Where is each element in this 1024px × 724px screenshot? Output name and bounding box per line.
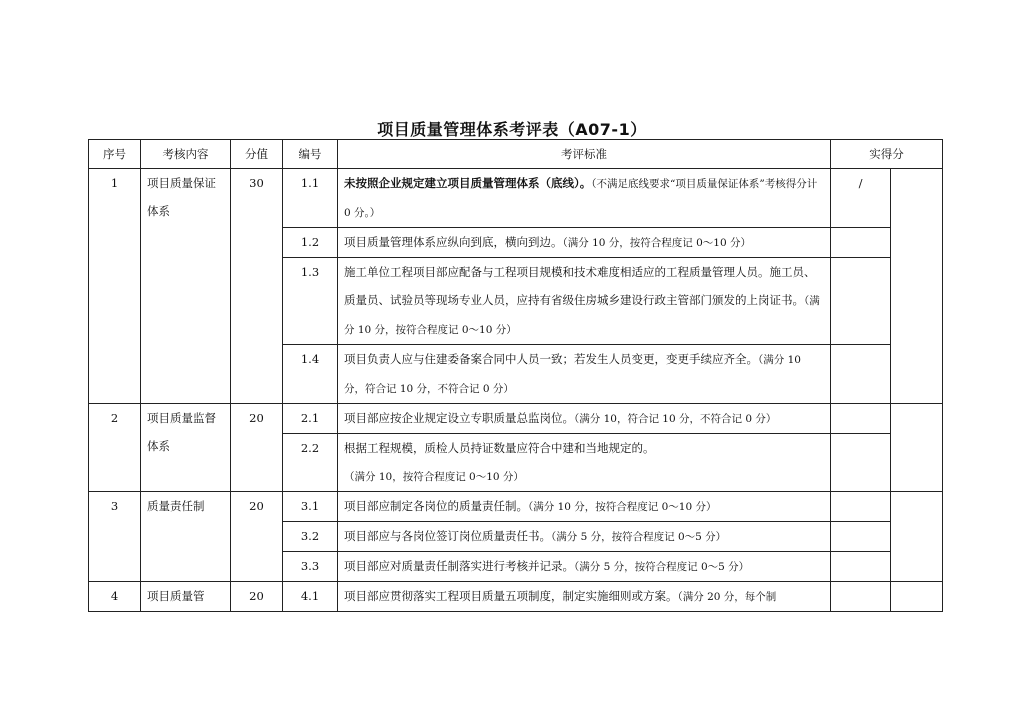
header-content: 考核内容 [141,140,231,169]
item-standard [338,404,831,434]
score-spacer [891,169,943,404]
group-points: 20 [231,582,283,612]
item-code: 3.1 [283,492,338,522]
group-content: 项目质量监督体系 [141,404,231,492]
item-standard-main: 项目部应贯彻落实工程项目质量五项制度，制定实施细则或方案。 [344,589,678,603]
item-standard-note: （满分 10 分，按符合程度记 0～10 分） [344,295,820,336]
item-standard [338,345,831,404]
group-content: 项目质量保证体系 [141,169,231,404]
evaluation-table [88,139,943,612]
group-content: 质量责任制 [141,492,231,582]
item-score[interactable] [831,258,891,345]
group-points: 20 [231,404,283,492]
header-seq: 序号 [89,140,141,169]
item-standard-note: （满分 10，符合记 10 分，不符合记 0 分） [574,413,777,425]
item-standard-note: （不满足底线要求“项目质量保证体系”考核得分计 0 分。） [344,178,818,219]
item-standard-note: （满分 10 分，按符合程度记 0～10 分） [562,237,752,249]
header-code: 编号 [283,140,338,169]
table-header-row [89,140,943,169]
item-standard [338,492,831,522]
group-content: 项目质量管 [141,582,231,612]
item-standard-main: 项目部应与各岗位签订岗位质量责任书。 [344,529,551,543]
item-standard-main: 施工单位工程项目部应配备与工程项目规模和技术难度相适应的工程质量管理人员。施工员、质量员、试验员等现场专业人员，应持有省级住房城乡建设行政主管部门颁发的上岗证书。 [344,265,816,307]
item-score[interactable] [831,345,891,404]
item-standard-main: 根据工程规模，质检人员持证数量应符合中建和当地规定的。 [344,441,655,455]
table-row [89,404,943,434]
header-points: 分值 [231,140,283,169]
group-points: 30 [231,169,283,404]
item-standard [338,169,831,228]
table-row [89,169,943,228]
item-code: 1.3 [283,258,338,345]
item-code: 1.2 [283,228,338,258]
group-seq: 4 [89,582,141,612]
item-score[interactable] [831,492,891,522]
item-score[interactable] [831,582,891,612]
item-standard-main: 项目部应对质量责任制落实进行考核并记录。 [344,559,574,573]
item-standard [338,228,831,258]
header-standard: 考评标准 [338,140,831,169]
item-standard-note: （满分 10，按符合程度记 0～10 分） [344,471,524,483]
item-standard-main: 项目负责人应与住建委备案合同中人员一致；若发生人员变更，变更手续应齐全。 [344,352,758,366]
group-points: 20 [231,492,283,582]
item-code: 3.2 [283,522,338,552]
score-spacer [891,404,943,492]
item-code: 3.3 [283,552,338,582]
item-code: 1.4 [283,345,338,404]
item-code: 4.1 [283,582,338,612]
group-seq: 3 [89,492,141,582]
item-standard [338,552,831,582]
group-seq: 1 [89,169,141,404]
item-code: 2.2 [283,434,338,492]
item-standard-note: （满分 5 分，按符合程度记 0～5 分） [551,531,727,543]
item-standard-note: （满分 10 分，按符合程度记 0～10 分） [528,501,717,513]
item-standard-note: （满分 5 分，按符合程度记 0～5 分） [574,561,750,573]
item-score[interactable]: / [831,169,891,228]
item-score[interactable] [831,522,891,552]
item-code: 2.1 [283,404,338,434]
page-title: 项目质量管理体系考评表（A07-1） [377,120,647,139]
item-standard [338,522,831,552]
item-score[interactable] [831,404,891,434]
item-standard [338,258,831,345]
table-row [89,492,943,522]
item-score[interactable] [831,552,891,582]
item-score[interactable] [831,228,891,258]
item-standard [338,582,831,612]
header-score: 实得分 [831,140,943,169]
item-standard-main: 未按照企业规定建立项目质量管理体系（底线）。 [344,176,592,190]
item-standard [338,434,831,492]
score-spacer [891,492,943,582]
item-standard-main: 项目质量管理体系应纵向到底，横向到边。 [344,235,563,249]
group-seq: 2 [89,404,141,492]
item-standard-main: 项目部应按企业规定设立专职质量总监岗位。 [344,411,574,425]
item-standard-main: 项目部应制定各岗位的质量责任制。 [344,499,528,513]
item-standard-note: （满分 10 分，符合记 10 分，不符合记 0 分） [344,354,801,395]
score-spacer [891,582,943,612]
item-score[interactable] [831,434,891,492]
item-standard-note: （满分 20 分，每个制 [677,591,777,603]
item-code: 1.1 [283,169,338,228]
table-row [89,582,943,612]
